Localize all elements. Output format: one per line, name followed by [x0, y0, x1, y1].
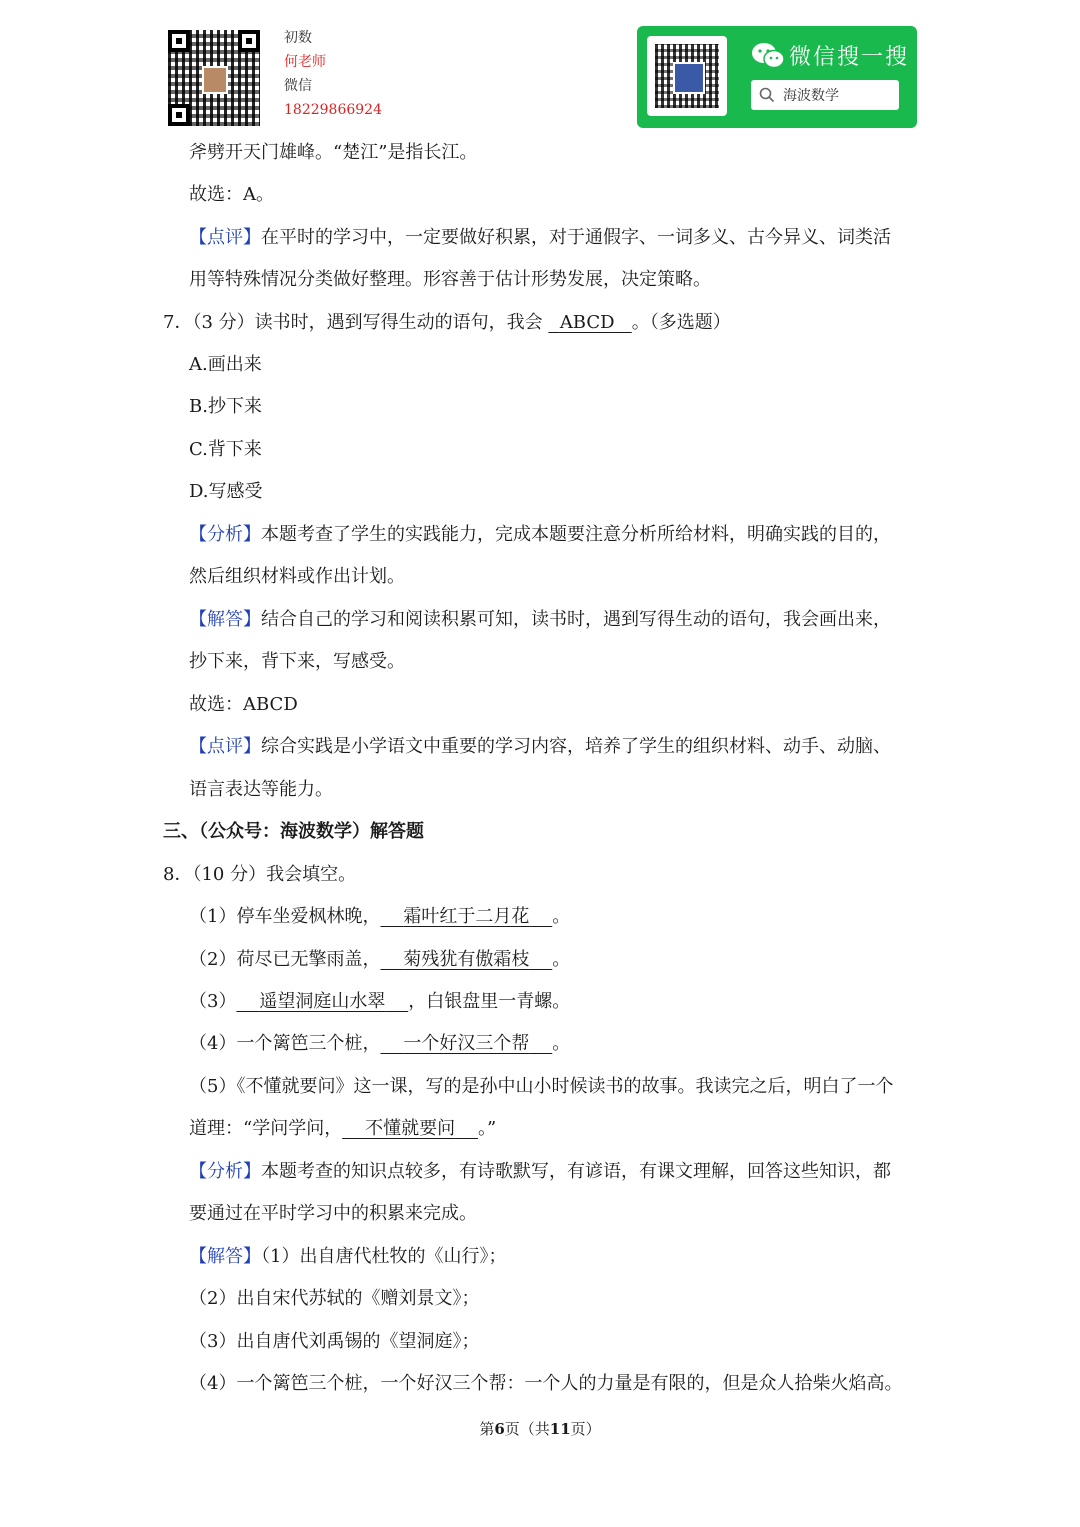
question-text: 。（多选题）: [631, 312, 731, 333]
answer-line: 【解答】（1）出自唐代杜牧的《山行》；: [189, 1246, 507, 1267]
text-line: （2）出自宋代苏轼的《赠刘景文》；: [189, 1288, 480, 1309]
comment-tag: 【点评】: [189, 736, 261, 757]
fill-item: 道理：“学问学问， 不懂就要问 。”: [189, 1118, 497, 1139]
qr-finder: [168, 30, 190, 52]
text-line: 要通过在平时学习中的积累来完成。: [189, 1203, 477, 1224]
page-header: [0, 0, 1080, 140]
fill-item: （1）停车坐爱枫林晚， 霜叶红于二月花 。: [189, 906, 571, 927]
wechat-search-keyword: 海波数学: [783, 88, 839, 104]
question-7: [163, 311, 731, 335]
contact-info: [284, 26, 382, 122]
page-number: 6: [494, 1420, 505, 1438]
comment-text: 在平时的学习中，一定要做好积累，对于通假字、一词多义、古今异义、词类活: [261, 227, 891, 248]
option-a: A.画出来: [189, 354, 262, 375]
comment-line: 【点评】综合实践是小学语文中重要的学习内容，培养了学生的组织材料、动手、动脑、: [189, 736, 891, 757]
question-text: 7．（3 分）读书时，遇到写得生动的语句，我会: [163, 312, 543, 333]
question-8: 8．（10 分）我会填空。: [163, 864, 357, 885]
comment-tag: 【点评】: [189, 227, 261, 248]
contact-phone: 18229866924: [284, 102, 382, 118]
wechat-qr-code: [647, 36, 727, 116]
text-line: 抄下来，背下来，写感受。: [189, 651, 405, 672]
answer-blank: 霜叶红于二月花: [403, 906, 530, 927]
text-line: 然后组织材料或作出计划。: [189, 566, 405, 587]
answer-blank: ABCD: [559, 312, 615, 333]
avatar: [202, 66, 228, 94]
answer-blank: 一个好汉三个帮: [403, 1033, 530, 1054]
answer-tag: 【解答】: [189, 1246, 261, 1267]
comment-line: [189, 226, 891, 250]
fill-item: （3） 遥望洞庭山水翠 ，白银盘里一青螺。: [189, 991, 571, 1012]
analysis-line: 【分析】本题考查的知识点较多，有诗歌默写，有谚语，有课文理解，回答这些知识，都: [189, 1161, 891, 1182]
wechat-icon: [751, 42, 785, 70]
contact-name: 何老师: [284, 54, 326, 70]
text-line: 语言表达等能力。: [189, 779, 333, 800]
fill-item: （5）《不懂就要问》这一课，写的是孙中山小时候读书的故事。我读完之后，明白了一个: [189, 1076, 894, 1097]
analysis-tag: 【分析】: [189, 524, 261, 545]
text-line: 用等特殊情况分类做好整理。形容善于估计形势发展，决定策略。: [189, 269, 711, 290]
search-icon: [759, 87, 775, 103]
fill-item: （4）一个篱笆三个桩， 一个好汉三个帮 。: [189, 1033, 571, 1054]
page-total: 11: [549, 1420, 571, 1438]
wechat-search-title: 微信搜一搜: [789, 45, 910, 70]
contact-subject: 初数: [284, 30, 312, 46]
answer-blank: 遥望洞庭山水翠: [259, 991, 386, 1012]
analysis-tag: 【分析】: [189, 1161, 261, 1182]
text-line: （4）一个篱笆三个桩，一个好汉三个帮：一个人的力量是有限的，但是众人拾柴火焰高。: [189, 1373, 903, 1394]
option-d: D.写感受: [189, 481, 263, 502]
fill-item: （2）荷尽已无擎雨盖， 菊残犹有傲霜枝 。: [189, 949, 571, 970]
answer-line: 【解答】结合自己的学习和阅读积累可知，读书时，遇到写得生动的语句，我会画出来，: [189, 609, 891, 630]
option-c: C.背下来: [189, 439, 262, 460]
answer-blank: 不懂就要问: [365, 1118, 456, 1139]
wechat-search-field[interactable]: [751, 80, 899, 110]
page-footer: 第6页（共11页）: [479, 1420, 601, 1438]
answer-blank: 菊残犹有傲霜枝: [403, 949, 530, 970]
text-line: 故选：A。: [189, 184, 274, 205]
qr-finder: [168, 104, 190, 126]
contact-wechat-label: 微信: [284, 78, 312, 94]
qr-finder: [238, 30, 260, 52]
text-line: （3）出自唐代刘禹锡的《望洞庭》；: [189, 1331, 480, 1352]
text-line: 斧劈开天门雄峰。“楚江”是指长江。: [189, 142, 478, 163]
text-line: 故选：ABCD: [189, 694, 298, 715]
section-heading: 三、（公众号：海波数学）解答题: [163, 821, 424, 842]
wechat-search-banner[interactable]: [637, 26, 917, 128]
qr-code-image: [168, 30, 260, 126]
option-b: B.抄下来: [189, 396, 262, 417]
answer-tag: 【解答】: [189, 609, 261, 630]
analysis-line: 【分析】本题考查了学生的实践能力，完成本题要注意分析所给材料，明确实践的目的，: [189, 524, 891, 545]
